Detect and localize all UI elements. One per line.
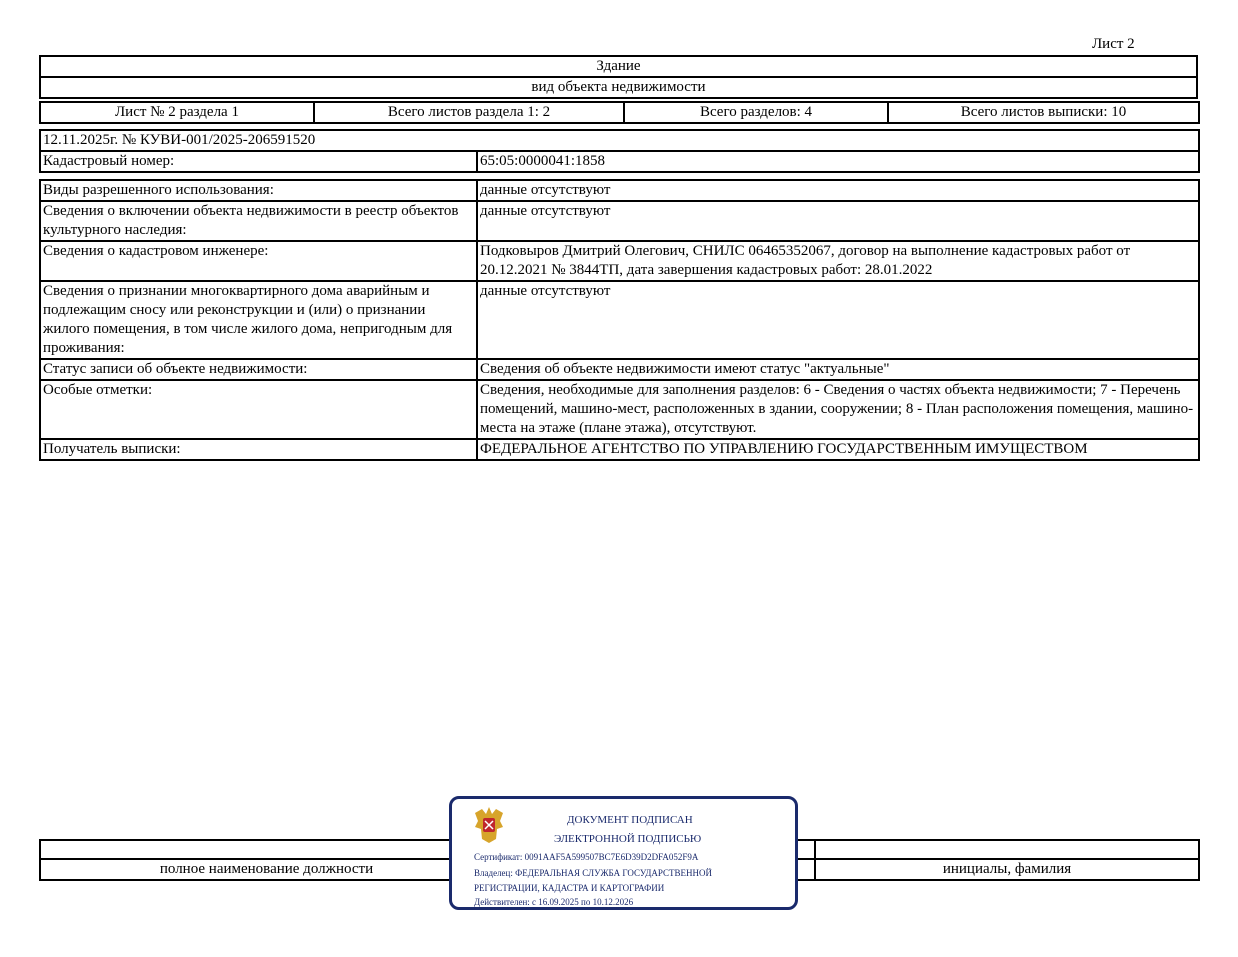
stamp-certificate: Сертификат: 0091AAF5A599507BC7E6D39D2DFA052F9A (474, 852, 699, 862)
cadastral-label: Кадастровый номер: (40, 151, 477, 172)
stamp-owner-line2: РЕГИСТРАЦИИ, КАДАСТРА И КАРТОГРАФИИ (474, 883, 665, 893)
table-row (40, 241, 1199, 281)
electronic-signature-stamp (449, 796, 798, 910)
coat-of-arms-icon (472, 805, 506, 845)
document-date-number: 12.11.2025г. № КУВИ-001/2025-206591520 (40, 130, 1199, 151)
row-value: Сведения, необходимые для заполнения разделов: 6 - Сведения о частях объекта недвижимости; 7 - Перечень помещений, машино-мест, расположенных в здании, сооружении; 8 - План расположения помещения, машино-места на этаже (плане этажа), отсутствуют. (477, 380, 1199, 439)
row-value: Подковыров Дмитрий Олегович, СНИЛС 06465352067, договор на выполнение кадастровых работ от 20.12.2021 № 3844ТП, дата завершения кадастровых работ: 28.01.2022 (477, 241, 1199, 281)
row-value: данные отсутствуют (477, 180, 1199, 201)
row-label: Сведения о признании многоквартирного дома аварийным и подлежащим сносу или реконструкции и (или) о признании жилого помещения, в том числе жилого дома, непригодным для проживания: (40, 281, 477, 359)
total-sheets-section: Всего листов раздела 1: 2 (314, 102, 624, 123)
row-label: Получатель выписки: (40, 439, 477, 460)
object-type-table (39, 55, 1198, 99)
total-sections: Всего разделов: 4 (624, 102, 888, 123)
details-table (39, 179, 1200, 461)
stamp-title-line1: ДОКУМЕНТ ПОДПИСАН (567, 814, 693, 826)
row-value: Сведения об объекте недвижимости имеют статус "актуальные" (477, 359, 1199, 380)
object-type-caption: вид объекта недвижимости (40, 77, 1197, 98)
table-row (40, 380, 1199, 439)
row-label: Сведения о кадастровом инженере: (40, 241, 477, 281)
row-label: Особые отметки: (40, 380, 477, 439)
table-row (40, 439, 1199, 460)
row-value: данные отсутствуют (477, 201, 1199, 241)
position-caption: полное наименование должности (40, 859, 493, 880)
object-type: Здание (40, 56, 1197, 77)
row-label: Статус записи об объекте недвижимости: (40, 359, 477, 380)
name-field (815, 840, 1199, 859)
row-label: Сведения о включении объекта недвижимости в реестр объектов культурного наследия: (40, 201, 477, 241)
table-row (40, 359, 1199, 380)
stamp-title-line2: ЭЛЕКТРОННОЙ ПОДПИСЬЮ (554, 833, 702, 845)
document-id-table (39, 129, 1200, 173)
name-caption: инициалы, фамилия (815, 859, 1199, 880)
total-sheets-extract: Всего листов выписки: 10 (888, 102, 1199, 123)
row-value: данные отсутствуют (477, 281, 1199, 359)
cadastral-value: 65:05:0000041:1858 (477, 151, 1199, 172)
row-value: ФЕДЕРАЛЬНОЕ АГЕНТСТВО ПО УПРАВЛЕНИЮ ГОСУДАРСТВЕННЫМ ИМУЩЕСТВОМ (477, 439, 1199, 460)
table-row (40, 201, 1199, 241)
sheet-of-section: Лист № 2 раздела 1 (40, 102, 314, 123)
position-field (40, 840, 493, 859)
sheet-label: Лист 2 (1092, 36, 1135, 52)
sheet-info-table (39, 101, 1200, 124)
table-row (40, 180, 1199, 201)
row-label: Виды разрешенного использования: (40, 180, 477, 201)
stamp-owner-line1: Владелец: ФЕДЕРАЛЬНАЯ СЛУЖБА ГОСУДАРСТВЕННОЙ (474, 868, 713, 878)
stamp-valid-dates: Действителен: с 16.09.2025 по 10.12.2026 (474, 897, 634, 907)
table-row (40, 281, 1199, 359)
